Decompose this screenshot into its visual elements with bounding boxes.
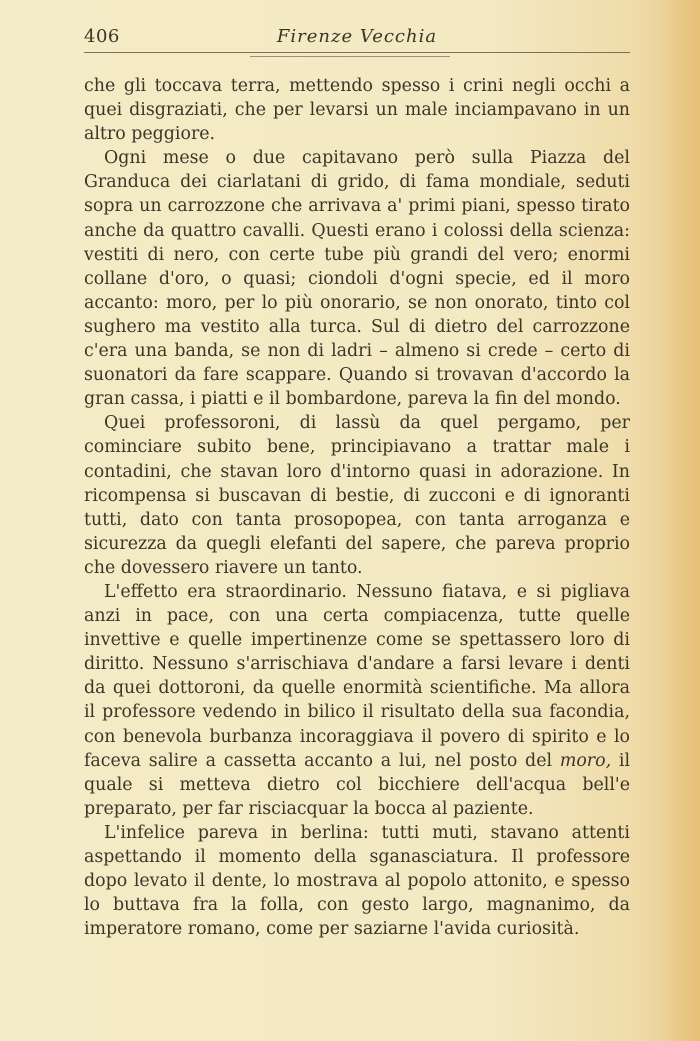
paragraph-3: Quei professoroni, di lassù da quel pergamo, per cominciare subito bene, principiavano a trattar male i contadini, che stavan loro d'intorno quasi in adorazione. In ricompensa si buscavan di bestie, di zucconi e di ignoranti tutti, dato con tanta prosopopea, con tanta arroganza e sicurezza da quegli elefanti del sapere, che pareva proprio che dovessero riavere un tanto. <box>84 413 630 578</box>
page-number: 406 <box>84 26 120 47</box>
header-rule <box>84 52 630 53</box>
paragraph-4-text-after: il quale si metteva dietro col bicchiere dell'acqua bell'e preparato, per far risciacquar la bocca al paziente. <box>84 750 631 819</box>
paragraph-5: L'infelice pareva in berlina: tutti muti, stavano attenti aspettando il momento della sganasciatura. Il professore dopo levato il dente, lo mostrava al popolo attonito, e spesso lo buttava fra la folla, con gesto largo, magnanimo, da imperatore romano, come per saziarne l'avida curiosità. <box>84 822 630 940</box>
paragraph-4-text-before: L'effetto era straordinario. Nessuno fiatava, e si pigliava anzi in pace, con una certa compiacenza, tutte quelle invettive e quelle impertinenze come se spettassero loro di diritto. Nessuno s'arrischiava d'andare a farsi levare i denti da quei dottoroni, da quelle enormità scientifiche. Ma allora il professore vedendo in bilico il risultato della sua facondia, con benevola burbanza incoraggiava il povero di spirito e lo faceva salire a cassetta accanto a lui, nel posto del <box>84 581 630 771</box>
page-header <box>84 26 630 50</box>
header-rule-short <box>250 56 450 57</box>
paragraph-4-emphasis: moro, <box>559 750 612 771</box>
body-text <box>84 74 630 941</box>
running-title: Firenze Vecchia <box>276 26 438 47</box>
paragraph-2: Ogni mese o due capitavano però sulla Piazza del Granduca dei ciarlatani di grido, di fama mondiale, seduti sopra un carrozzone che arrivava a' primi piani, spesso tirato anche da quattro cavalli. Questi erano i colossi della scienza: vestiti di nero, con certe tube più grandi del vero; enormi collane d'oro, o quasi; ciondoli d'ogni specie, ed il moro accanto: moro, per lo più onorario, se non onorato, tinto col sughero ma vestito alla turca. Sul di dietro del carrozzone c'era una banda, se non di ladri – almeno si crede – certo di suonatori da fare scappare. Quando si trovavan d'accordo la gran cassa, i piatti e il bombardone, pareva la fin del mondo. <box>84 148 630 410</box>
paragraph-1: che gli toccava terra, mettendo spesso i crini negli occhi a quei disgraziati, che per levarsi un male inciampavano in un altro peggiore. <box>84 76 630 145</box>
page-edge-shadow <box>660 0 700 1041</box>
paragraph-4 <box>84 580 630 821</box>
